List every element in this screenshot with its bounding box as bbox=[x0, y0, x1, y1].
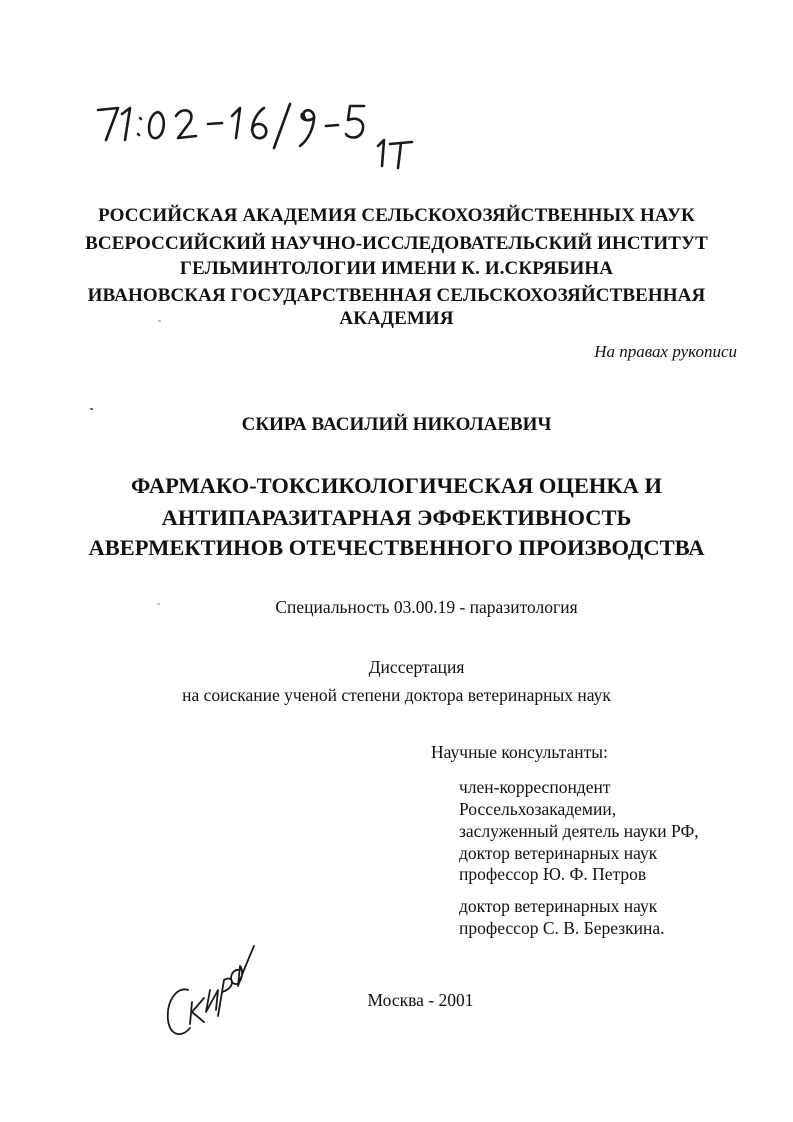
org-line-4: ИВАНОВСКАЯ ГОСУДАРСТВЕННАЯ СЕЛЬСКОХОЗЯЙСТВЕННАЯ bbox=[87, 285, 706, 306]
org-line-2: ВСЕРОССИЙСКИЙ НАУЧНО-ИССЛЕДОВАТЕЛЬСКИЙ ИНСТИТУТ bbox=[85, 233, 708, 254]
consultant-2-line: профессор С. В. Березкина. bbox=[459, 918, 665, 938]
consultant-1-line: доктор ветеринарных наук bbox=[459, 843, 658, 863]
specialty: Специальность 03.00.19 - паразитология bbox=[275, 597, 578, 617]
consultant-1-line: заслуженный деятель науки РФ, bbox=[459, 821, 699, 841]
consultant-1-line: профессор Ю. Ф. Петров bbox=[459, 864, 647, 884]
work-type: Диссертация bbox=[368, 657, 465, 677]
title-line-3: АВЕРМЕКТИНОВ ОТЕЧЕСТВЕННОГО ПРОИЗВОДСТВА bbox=[88, 535, 705, 560]
manuscript-note: На правах рукописи bbox=[594, 342, 737, 361]
consultant-1-line: Россельхозакадемии, bbox=[459, 799, 617, 819]
consultant-2-line: доктор ветеринарных наук bbox=[459, 896, 658, 916]
scan-speck bbox=[158, 320, 161, 322]
consultant-1-line: член-корреспондент bbox=[459, 777, 611, 797]
author-name: СКИРА ВАСИЛИЙ НИКОЛАЕВИЧ bbox=[241, 414, 552, 435]
title-line-1: ФАРМАКО-ТОКСИКОЛОГИЧЕСКАЯ ОЦЕНКА И bbox=[130, 473, 663, 498]
org-line-5: АКАДЕМИЯ bbox=[339, 308, 454, 329]
scan-speck bbox=[90, 408, 93, 410]
org-line-1: РОССИЙСКАЯ АКАДЕМИЯ СЕЛЬСКОХОЗЯЙСТВЕННЫХ НАУК bbox=[98, 205, 695, 226]
handwritten-archive-code bbox=[92, 96, 422, 176]
org-line-3: ГЕЛЬМИНТОЛОГИИ ИМЕНИ К. И.СКРЯБИНА bbox=[179, 258, 614, 279]
title-line-2: АНТИПАРАЗИТАРНАЯ ЭФФЕКТИВНОСТЬ bbox=[161, 505, 632, 530]
place-year: Москва - 2001 bbox=[367, 990, 474, 1010]
degree: на соискание ученой степени доктора ветеринарных наук bbox=[182, 685, 611, 705]
consultants-heading: Научные консультанты: bbox=[431, 742, 608, 762]
